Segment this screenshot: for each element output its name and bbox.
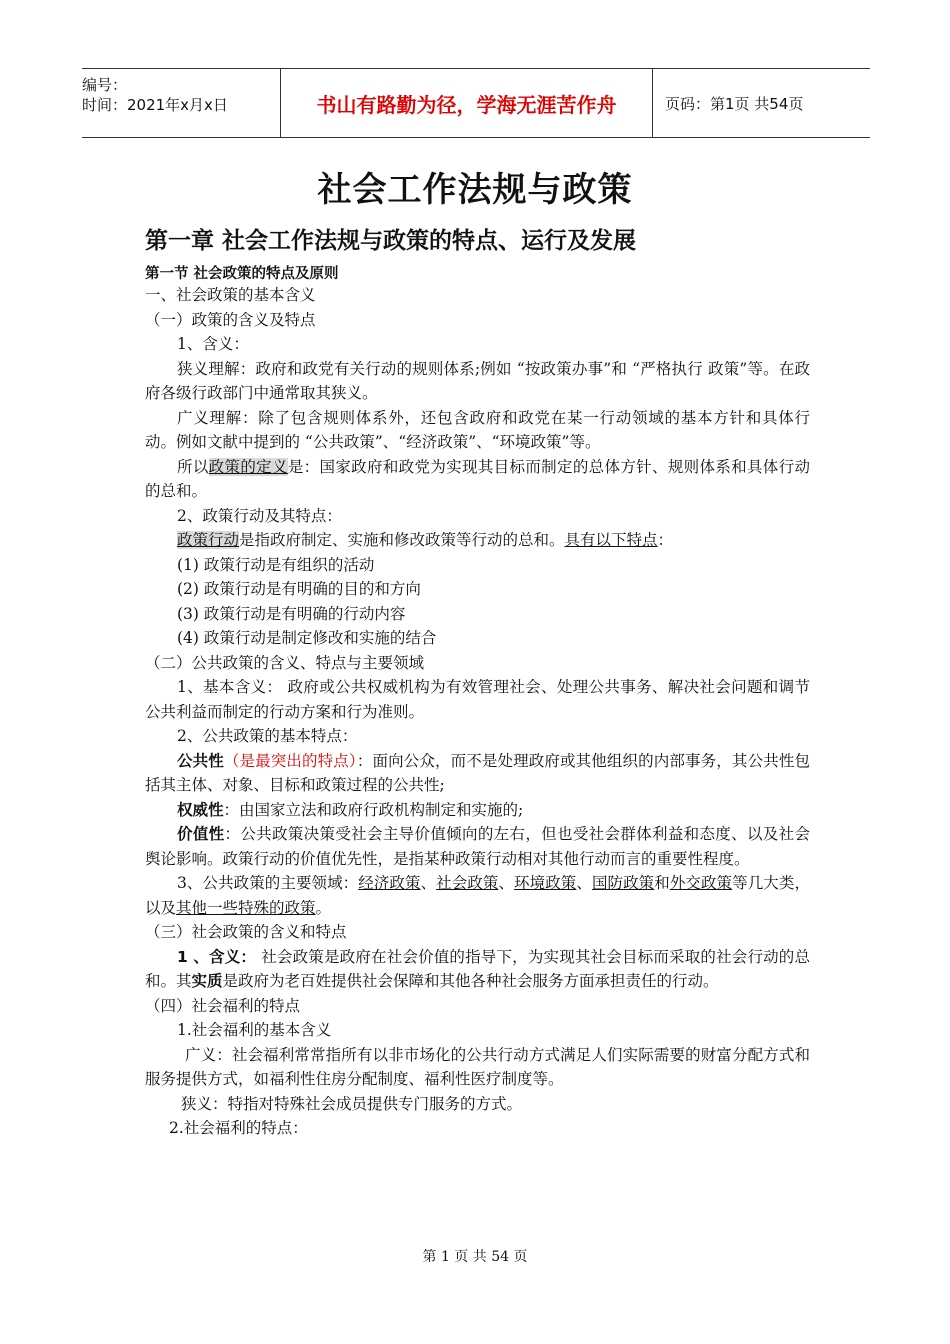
welfare-features-title: 2.社会福利的特点： xyxy=(169,1119,308,1137)
action-underline: 具有以下特点 xyxy=(564,531,658,549)
authority-text: ：由国家立法和政府行政机构制定和实施的; xyxy=(223,800,524,819)
policy-action-definition xyxy=(145,528,810,553)
broad-definition: 广义理解：除了包含规则体系外，还包含政府和政党在某一行动领域的基本方针和具体行动。例如文献中提到的 “公共政策”、“经济政策”、“环境政策”等。 xyxy=(145,408,810,451)
heading-1-3: （三）社会政策的含义和特点 xyxy=(145,923,347,941)
area-social: 社会政策 xyxy=(436,874,499,892)
action-highlight: 政策行动 xyxy=(177,531,240,549)
public-policy-basic: 1、基本含义： 政府或公共权威机构为有效管理社会、处理公共事务、解决社会问题和调节公共利益而制定的行动方案和行为准则。 xyxy=(145,678,810,721)
value-text: ：公共政策决策受社会主导价值倾向的左右，但也受社会群体利益和态度、以及社会舆论影响。政策行动的价值优先性，是指某种政策行动相对其他行动而言的重要性程度。 xyxy=(145,825,810,868)
area-environment: 环境政策 xyxy=(514,874,577,892)
action-colon: ： xyxy=(657,531,674,549)
area-defense: 国防政策 xyxy=(591,874,655,892)
number-label: 编号： xyxy=(82,76,128,94)
authority-label: 权威性 xyxy=(177,800,224,819)
publicity-label: 公共性 xyxy=(177,751,224,770)
sp-text: 社会政策是政府在社会价值的指导下，为实现其社会目标而采取的社会行动的总和。其 xyxy=(145,947,810,990)
page-header xyxy=(82,68,870,138)
action-text: 是指政府制定、实施和修改政策等行动的总和。 xyxy=(239,531,565,549)
policy-definition xyxy=(145,455,810,504)
value-label: 价值性 xyxy=(177,825,225,843)
feature-publicity xyxy=(145,749,810,798)
item-meaning: 1、含义： xyxy=(177,335,249,353)
publicity-text: ：面向公众，而不是处理政府或其他组织的内部事务，其公共性包括其主体、对象、目标和政策过程的公共性; xyxy=(145,751,810,794)
header-motto: 书山有路勤为径，学海无涯苦作舟 xyxy=(280,69,653,137)
areas-middle: 等几大类，以及 xyxy=(145,874,810,917)
def-highlight: 政策的定义 xyxy=(208,457,288,476)
separator: 、 xyxy=(498,874,515,892)
header-page-label: 页码：第1页 共54页 xyxy=(665,94,804,113)
feature-value xyxy=(145,822,810,871)
heading-1: 一、社会政策的基本含义 xyxy=(145,286,316,304)
feature-item: (1) 政策行动是有组织的活动 xyxy=(177,555,375,574)
feature-authority xyxy=(145,798,810,823)
welfare-basic-title: 1.社会福利的基本含义 xyxy=(177,1021,332,1039)
section-heading: 第一节 社会政策的特点及原则 xyxy=(145,266,339,282)
feature-item: (2) 政策行动是有明确的目的和方向 xyxy=(177,580,421,598)
document-title: 社会工作法规与政策 xyxy=(317,170,633,210)
time-label: 时间：2021年x月x日 xyxy=(82,96,228,114)
heading-1-1: （一）政策的含义及特点 xyxy=(145,310,316,329)
area-foreign: 外交政策 xyxy=(669,874,733,892)
narrow-definition: 狭义理解：政府和政党有关行动的规则体系;例如 “按政策办事”和 “严格执行 政策”等。在政府各级行政部门中通常取其狭义。 xyxy=(145,359,810,402)
chapter-heading: 第一章 社会工作法规与政策的特点、运行及发展 xyxy=(145,228,637,254)
heading-1-2: （二）公共政策的含义、特点与主要领域 xyxy=(145,653,425,672)
def-text: 是：国家政府和政党为实现其目标而制定的总体方针、规则体系和具体行动的总和。 xyxy=(145,457,810,500)
sp-text-2: 是政府为老百姓提供社会保障和其他各种社会服务方面承担责任的行动。 xyxy=(222,972,719,990)
header-info xyxy=(82,69,280,137)
public-policy-features-title: 2、公共政策的基本特点： xyxy=(177,727,358,745)
welfare-narrow: 狭义：特指对特殊社会成员提供专门服务的方式。 xyxy=(181,1094,523,1113)
def-prefix: 所以 xyxy=(177,457,209,476)
separator: 、 xyxy=(420,874,437,892)
page-footer: 第 1 页 共 54 页 xyxy=(422,1249,528,1265)
document-body xyxy=(145,283,810,1141)
social-policy-meaning xyxy=(145,945,810,994)
sp-label: 1 、含义： xyxy=(177,947,257,966)
area-other: 其他一些特殊的政策 xyxy=(176,898,316,917)
separator: 、 xyxy=(576,874,592,892)
areas-end: 。 xyxy=(315,898,332,917)
public-policy-areas xyxy=(145,871,810,920)
feature-item: (4) 政策行动是制定修改和实施的结合 xyxy=(177,629,437,647)
item-policy-action: 2、政策行动及其特点： xyxy=(177,506,342,525)
area-economic: 经济政策 xyxy=(358,874,421,892)
areas-prefix: 3、公共政策的主要领域： xyxy=(177,874,359,892)
separator: 和 xyxy=(654,874,670,892)
heading-1-4: （四）社会福利的特点 xyxy=(145,996,301,1015)
welfare-broad: 广义：社会福利常常指所有以非市场化的公共行动方式满足人们实际需要的财富分配方式和服务提供方式，如福利性住房分配制度、福利性医疗制度等。 xyxy=(145,1045,810,1088)
sp-essence: 实质 xyxy=(191,972,223,990)
publicity-note: （是最突出的特点） xyxy=(223,751,357,770)
feature-item: (3) 政策行动是有明确的行动内容 xyxy=(177,604,406,623)
